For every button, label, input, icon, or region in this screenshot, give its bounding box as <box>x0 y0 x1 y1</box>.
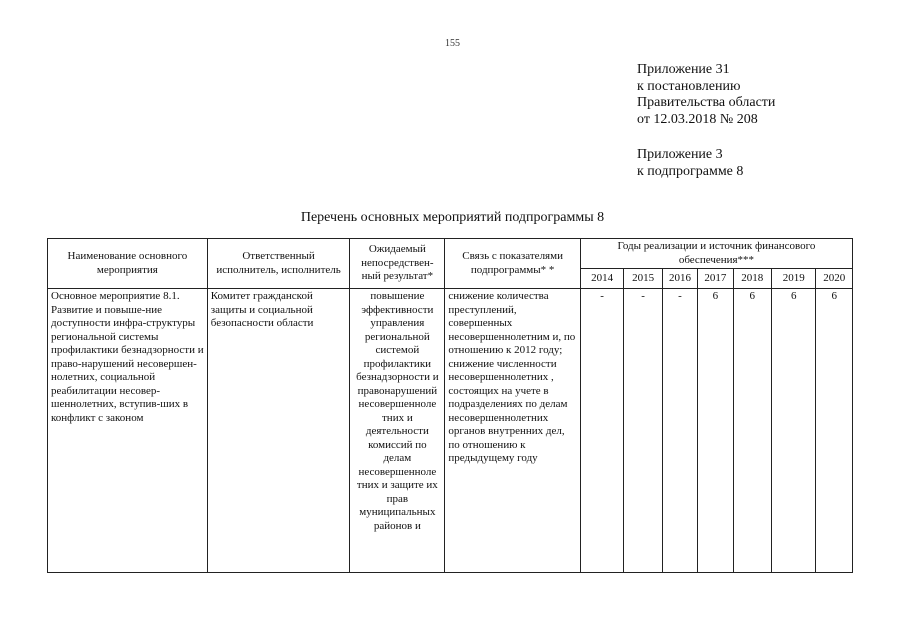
cell-year-value: 6 <box>733 289 771 573</box>
appendix-line: Приложение 3 <box>637 147 723 162</box>
appendix-line: Правительства области <box>637 95 776 110</box>
cell-year-value: - <box>662 289 697 573</box>
cell-year-value: 6 <box>698 289 733 573</box>
header-year: 2014 <box>580 269 623 289</box>
cell-result: повышение эффективности управления региональной системой профилактики безнадзорности и правонарушений несовершенноле тних и деятельности комиссий по делам несовершенноле тних и защите их прав муниципальных районов и <box>350 289 445 573</box>
appendix-line: к постановлению <box>637 78 741 94</box>
appendix-header <box>637 62 775 128</box>
cell-name: Основное мероприятие 8.1. Развитие и повыше-ние доступности инфра-структуры региональной системы профилактики безнадзорности и право-нарушений несовершен-нолетних, социальной реабилитации несовер-шеннолетних, вступив-ших в конфликт с законом <box>48 289 208 573</box>
header-link: Связь с показателями подпрограммы* * <box>445 239 581 289</box>
document-title: Перечень основных мероприятий подпрограммы 8 <box>300 210 605 225</box>
header-year: 2015 <box>624 269 662 289</box>
cell-year-value: 6 <box>771 289 815 573</box>
page-number: 155 <box>445 38 460 49</box>
header-year: 2019 <box>771 269 815 289</box>
header-years-group: Годы реализации и источник финансового обеспечения*** <box>580 239 852 269</box>
cell-year-value: - <box>580 289 623 573</box>
header-year: 2018 <box>733 269 771 289</box>
header-year: 2017 <box>698 269 733 289</box>
cell-year-value: - <box>624 289 662 573</box>
header-result: Ожидаемый непосредствен-ный результат* <box>350 239 445 289</box>
appendix-line: к подпрограмме 8 <box>637 163 744 179</box>
header-year: 2020 <box>816 269 853 289</box>
cell-executor: Комитет гражданской защиты и социальной безопасности области <box>207 289 350 573</box>
appendix-line: от 12.03.2018 № 208 <box>637 111 758 127</box>
header-name: Наименование основного мероприятия <box>48 239 208 289</box>
measures-table <box>47 238 853 573</box>
appendix-line: Приложение 31 <box>637 62 730 77</box>
table-row <box>48 289 853 573</box>
subprogram-appendix-header <box>637 147 743 180</box>
cell-year-value: 6 <box>816 289 853 573</box>
header-year: 2016 <box>662 269 697 289</box>
header-executor: Ответственный исполнитель, исполнитель <box>207 239 350 289</box>
cell-link: снижение количества преступлений, совершенных несовершеннолетним и, по отношению к 2012 году; снижение численности несовершеннолетних , состоящих на учете в подразделениях по делам несовершеннолетних органов внутренних дел, по отношению к предыдущему году <box>445 289 581 573</box>
